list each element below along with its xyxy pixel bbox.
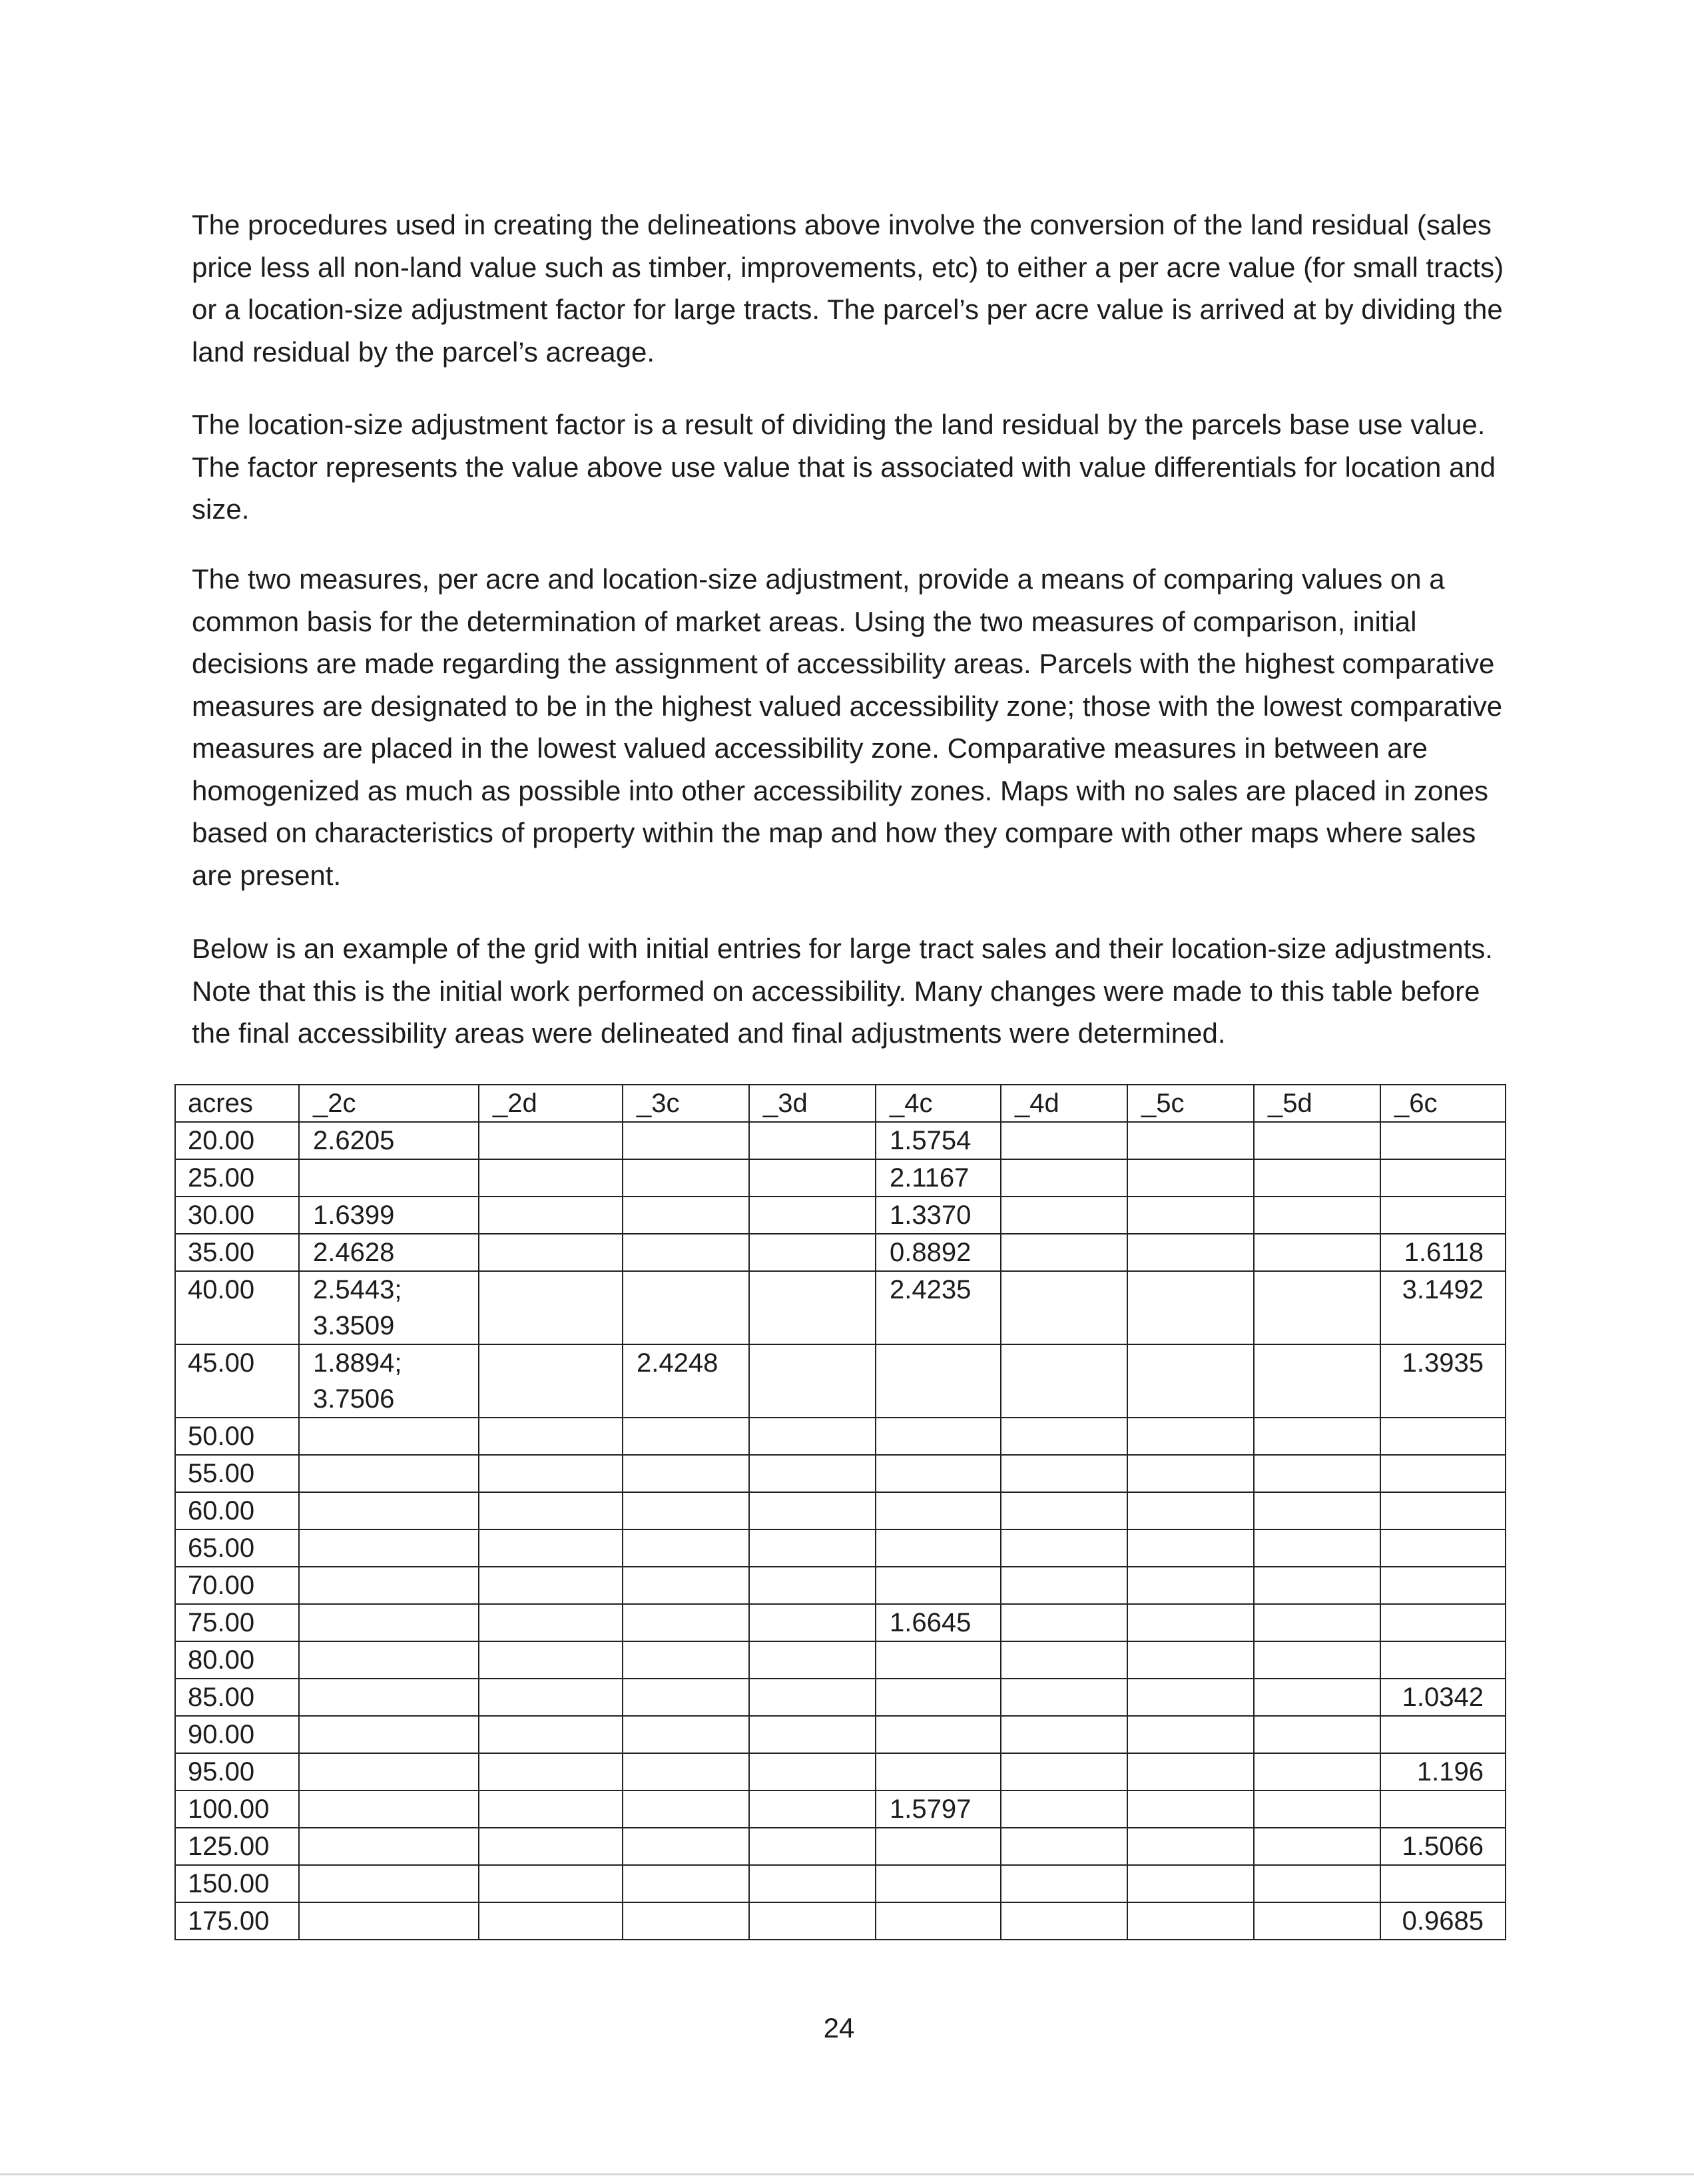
table-cell-acres: 125.00 bbox=[175, 1828, 299, 1865]
table-row bbox=[175, 1529, 1506, 1567]
table-cell-5c bbox=[1127, 1418, 1254, 1455]
table-cell-3c bbox=[623, 1641, 749, 1679]
table-cell-3c bbox=[623, 1679, 749, 1716]
cell-value: 1.5066 bbox=[1402, 1832, 1484, 1861]
table-header-row bbox=[175, 1085, 1506, 1122]
table-cell-2c bbox=[299, 1641, 479, 1679]
table-cell-3c bbox=[623, 1159, 749, 1197]
table-cell-4d bbox=[1001, 1753, 1127, 1790]
table-row bbox=[175, 1790, 1506, 1828]
table-cell-4d bbox=[1001, 1828, 1127, 1865]
column-header-6c: _6c bbox=[1380, 1085, 1506, 1122]
table-cell-2d bbox=[479, 1418, 623, 1455]
table-cell-acres: 175.00 bbox=[175, 1902, 299, 1940]
table-cell-acres: 60.00 bbox=[175, 1492, 299, 1529]
column-header-3c: _3c bbox=[623, 1085, 749, 1122]
table-cell-acres: 45.00 bbox=[175, 1344, 299, 1418]
table-cell-4c bbox=[876, 1234, 1001, 1271]
table-cell-3d bbox=[749, 1902, 876, 1940]
table-cell-acres: 55.00 bbox=[175, 1455, 299, 1492]
paragraph-location-size-factor: The location-size adjustment factor is a result of dividing the land residual by the parcels base use value. The factor represents the value above use value that is associated with value differentials for location and size. bbox=[192, 409, 1496, 525]
table-cell-3c bbox=[623, 1828, 749, 1865]
cell-value: 1.6399 bbox=[313, 1201, 395, 1230]
table-cell-2d bbox=[479, 1455, 623, 1492]
table-cell-2c bbox=[299, 1529, 479, 1567]
table-row bbox=[175, 1753, 1506, 1790]
table-cell-acres: 25.00 bbox=[175, 1159, 299, 1197]
table-cell-2c bbox=[299, 1197, 479, 1234]
table-cell-4d bbox=[1001, 1865, 1127, 1902]
table-cell-4c bbox=[876, 1679, 1001, 1716]
cell-value: 2.4628 bbox=[313, 1238, 395, 1267]
table-cell-3c bbox=[623, 1344, 749, 1418]
table-cell-4c bbox=[876, 1604, 1001, 1641]
table-cell-5c bbox=[1127, 1716, 1254, 1753]
table-cell-2c bbox=[299, 1455, 479, 1492]
table-cell-5d bbox=[1254, 1567, 1380, 1604]
table-cell-3d bbox=[749, 1828, 876, 1865]
cell-value: 2.4248 bbox=[637, 1348, 718, 1378]
table-cell-2c bbox=[299, 1790, 479, 1828]
table-cell-3c bbox=[623, 1122, 749, 1159]
table-cell-acres: 40.00 bbox=[175, 1271, 299, 1344]
table-cell-4d bbox=[1001, 1679, 1127, 1716]
table-cell-4c bbox=[876, 1344, 1001, 1418]
table-cell-6c bbox=[1380, 1865, 1506, 1902]
table-cell-4c bbox=[876, 1865, 1001, 1902]
table-cell-2d bbox=[479, 1865, 623, 1902]
table-cell-5d bbox=[1254, 1716, 1380, 1753]
table-cell-5d bbox=[1254, 1828, 1380, 1865]
table-cell-3d bbox=[749, 1418, 876, 1455]
cell-value: 1.3370 bbox=[890, 1201, 972, 1230]
table-row bbox=[175, 1344, 1506, 1418]
table-cell-4d bbox=[1001, 1418, 1127, 1455]
table-cell-4c bbox=[876, 1197, 1001, 1234]
table-cell-2d bbox=[479, 1159, 623, 1197]
table-cell-3d bbox=[749, 1567, 876, 1604]
table-cell-acres: 95.00 bbox=[175, 1753, 299, 1790]
cell-value: 1.3935 bbox=[1402, 1348, 1484, 1378]
column-header-5d: _5d bbox=[1254, 1085, 1380, 1122]
table-cell-3d bbox=[749, 1271, 876, 1344]
table-cell-2d bbox=[479, 1271, 623, 1344]
table-cell-5c bbox=[1127, 1828, 1254, 1865]
table-cell-3c bbox=[623, 1455, 749, 1492]
table-cell-5c bbox=[1127, 1604, 1254, 1641]
table-cell-2d bbox=[479, 1344, 623, 1418]
table-cell-4c bbox=[876, 1455, 1001, 1492]
table-cell-5c bbox=[1127, 1271, 1254, 1344]
table-cell-3d bbox=[749, 1641, 876, 1679]
table-cell-2d bbox=[479, 1197, 623, 1234]
table-cell-4d bbox=[1001, 1567, 1127, 1604]
table-cell-5d bbox=[1254, 1455, 1380, 1492]
table-cell-acres: 30.00 bbox=[175, 1197, 299, 1234]
table-cell-4c bbox=[876, 1271, 1001, 1344]
table-row bbox=[175, 1122, 1506, 1159]
cell-value: 0.9685 bbox=[1402, 1906, 1484, 1936]
table-cell-6c bbox=[1380, 1828, 1506, 1865]
column-header-3d: _3d bbox=[749, 1085, 876, 1122]
table-cell-6c bbox=[1380, 1159, 1506, 1197]
table-cell-5c bbox=[1127, 1790, 1254, 1828]
table-cell-2c bbox=[299, 1271, 479, 1344]
table-cell-acres: 90.00 bbox=[175, 1716, 299, 1753]
paragraph-procedures: The procedures used in creating the delineations above involve the conversion of the land residual (sales price less all non-land value such as timber, improvements, etc) to either a per acre value (for small tracts) or a location-size adjustment factor for large tracts. The parcel’s per acre value is arrived at by dividing the land residual by the parcel’s acreage. bbox=[192, 209, 1504, 368]
cell-value: 2.6205 bbox=[313, 1126, 395, 1155]
table-row bbox=[175, 1159, 1506, 1197]
table-row bbox=[175, 1567, 1506, 1604]
table-cell-5d bbox=[1254, 1641, 1380, 1679]
cell-value: 1.5754 bbox=[890, 1126, 972, 1155]
table-cell-5d bbox=[1254, 1753, 1380, 1790]
table-cell-4d bbox=[1001, 1604, 1127, 1641]
table-cell-3c bbox=[623, 1567, 749, 1604]
table-cell-5d bbox=[1254, 1604, 1380, 1641]
table-cell-2d bbox=[479, 1679, 623, 1716]
table-cell-2d bbox=[479, 1716, 623, 1753]
table-cell-4d bbox=[1001, 1455, 1127, 1492]
cell-value: 1.6118 bbox=[1404, 1238, 1484, 1267]
table-cell-2c bbox=[299, 1716, 479, 1753]
table-cell-2c bbox=[299, 1753, 479, 1790]
table-cell-2d bbox=[479, 1122, 623, 1159]
table-cell-5c bbox=[1127, 1492, 1254, 1529]
cell-value: 0.8892 bbox=[890, 1238, 972, 1267]
table-cell-2d bbox=[479, 1828, 623, 1865]
table-cell-4c bbox=[876, 1492, 1001, 1529]
table-cell-3d bbox=[749, 1492, 876, 1529]
column-header-5c: _5c bbox=[1127, 1085, 1254, 1122]
table-cell-3d bbox=[749, 1753, 876, 1790]
table-row bbox=[175, 1679, 1506, 1716]
table-cell-5d bbox=[1254, 1122, 1380, 1159]
table-cell-4d bbox=[1001, 1234, 1127, 1271]
table-cell-2d bbox=[479, 1641, 623, 1679]
table-row bbox=[175, 1197, 1506, 1234]
table-cell-4d bbox=[1001, 1122, 1127, 1159]
table-cell-5c bbox=[1127, 1529, 1254, 1567]
column-header-2d: _2d bbox=[479, 1085, 623, 1122]
table-cell-2c bbox=[299, 1567, 479, 1604]
table-cell-6c bbox=[1380, 1641, 1506, 1679]
table-cell-acres: 65.00 bbox=[175, 1529, 299, 1567]
table-cell-4c bbox=[876, 1641, 1001, 1679]
table-cell-4d bbox=[1001, 1641, 1127, 1679]
table-cell-acres: 35.00 bbox=[175, 1234, 299, 1271]
table-cell-5c bbox=[1127, 1753, 1254, 1790]
table-row bbox=[175, 1902, 1506, 1940]
table-cell-3c bbox=[623, 1271, 749, 1344]
table-cell-5d bbox=[1254, 1679, 1380, 1716]
table-cell-4c bbox=[876, 1418, 1001, 1455]
table-cell-6c bbox=[1380, 1790, 1506, 1828]
column-header-2c: _2c bbox=[299, 1085, 479, 1122]
table-cell-6c bbox=[1380, 1567, 1506, 1604]
table-cell-5c bbox=[1127, 1159, 1254, 1197]
table-cell-2c bbox=[299, 1492, 479, 1529]
table-cell-2c bbox=[299, 1344, 479, 1418]
table-row bbox=[175, 1604, 1506, 1641]
table-cell-6c bbox=[1380, 1271, 1506, 1344]
table-cell-3c bbox=[623, 1902, 749, 1940]
table-cell-5d bbox=[1254, 1271, 1380, 1344]
cell-value: 1.6645 bbox=[890, 1608, 972, 1637]
table-cell-3d bbox=[749, 1455, 876, 1492]
table-cell-4c bbox=[876, 1753, 1001, 1790]
cell-value: 1.0342 bbox=[1402, 1683, 1484, 1712]
table-row bbox=[175, 1641, 1506, 1679]
table-cell-2c bbox=[299, 1234, 479, 1271]
table-cell-3c bbox=[623, 1492, 749, 1529]
cell-value: 3.7506 bbox=[313, 1384, 395, 1414]
table-cell-5c bbox=[1127, 1197, 1254, 1234]
table-cell-acres: 75.00 bbox=[175, 1604, 299, 1641]
table-cell-2c bbox=[299, 1604, 479, 1641]
table-cell-4d bbox=[1001, 1902, 1127, 1940]
cell-value: 1.8894; bbox=[313, 1348, 402, 1378]
page-number: 24 bbox=[823, 2012, 855, 2044]
table-cell-5c bbox=[1127, 1455, 1254, 1492]
table-cell-3d bbox=[749, 1529, 876, 1567]
table-cell-5d bbox=[1254, 1790, 1380, 1828]
table-cell-3c bbox=[623, 1790, 749, 1828]
cell-value: 2.4235 bbox=[890, 1275, 972, 1304]
table-cell-2d bbox=[479, 1902, 623, 1940]
table-cell-2c bbox=[299, 1828, 479, 1865]
table-cell-6c bbox=[1380, 1529, 1506, 1567]
table-cell-acres: 20.00 bbox=[175, 1122, 299, 1159]
table-cell-3c bbox=[623, 1865, 749, 1902]
cell-value: 3.1492 bbox=[1402, 1275, 1484, 1304]
table-cell-4d bbox=[1001, 1159, 1127, 1197]
table-cell-2c bbox=[299, 1418, 479, 1455]
table-cell-3c bbox=[623, 1234, 749, 1271]
table-cell-2d bbox=[479, 1753, 623, 1790]
cell-value: 3.3509 bbox=[313, 1311, 395, 1340]
table-cell-5c bbox=[1127, 1344, 1254, 1418]
table-cell-3d bbox=[749, 1790, 876, 1828]
paragraph-grid-example: Below is an example of the grid with initial entries for large tract sales and their location-size adjustments. Note that this is the initial work performed on accessibility. Many changes were made to this table before the final accessibility areas were delineated and final adjustments were determined. bbox=[192, 933, 1493, 1049]
table-row bbox=[175, 1271, 1506, 1344]
table-cell-3c bbox=[623, 1197, 749, 1234]
table-cell-3c bbox=[623, 1418, 749, 1455]
table-cell-3d bbox=[749, 1234, 876, 1271]
table-cell-3d bbox=[749, 1344, 876, 1418]
table-cell-6c bbox=[1380, 1122, 1506, 1159]
column-header-acres: acres bbox=[175, 1085, 299, 1122]
table-row bbox=[175, 1716, 1506, 1753]
table-cell-acres: 50.00 bbox=[175, 1418, 299, 1455]
table-cell-4c bbox=[876, 1529, 1001, 1567]
table-cell-3d bbox=[749, 1679, 876, 1716]
table-cell-3d bbox=[749, 1159, 876, 1197]
table-row bbox=[175, 1828, 1506, 1865]
cell-value: 2.1167 bbox=[890, 1163, 970, 1193]
table-cell-3c bbox=[623, 1529, 749, 1567]
table-cell-5d bbox=[1254, 1418, 1380, 1455]
table-cell-5d bbox=[1254, 1234, 1380, 1271]
table-cell-acres: 70.00 bbox=[175, 1567, 299, 1604]
column-header-4c: _4c bbox=[876, 1085, 1001, 1122]
table-cell-acres: 100.00 bbox=[175, 1790, 299, 1828]
table-cell-acres: 85.00 bbox=[175, 1679, 299, 1716]
table-cell-2d bbox=[479, 1492, 623, 1529]
table-cell-3d bbox=[749, 1604, 876, 1641]
table-cell-4c bbox=[876, 1567, 1001, 1604]
table-cell-3c bbox=[623, 1716, 749, 1753]
scan-edge-divider bbox=[0, 2173, 1694, 2175]
table-cell-3d bbox=[749, 1197, 876, 1234]
table-cell-6c bbox=[1380, 1344, 1506, 1418]
table-cell-3c bbox=[623, 1753, 749, 1790]
table-cell-5c bbox=[1127, 1679, 1254, 1716]
table-cell-5c bbox=[1127, 1902, 1254, 1940]
table-cell-6c bbox=[1380, 1492, 1506, 1529]
cell-value: 1.196 bbox=[1416, 1757, 1484, 1786]
table-cell-5d bbox=[1254, 1197, 1380, 1234]
table-cell-4d bbox=[1001, 1197, 1127, 1234]
table-cell-6c bbox=[1380, 1716, 1506, 1753]
table-cell-2d bbox=[479, 1790, 623, 1828]
table-cell-5c bbox=[1127, 1122, 1254, 1159]
table-cell-3d bbox=[749, 1865, 876, 1902]
table-cell-5c bbox=[1127, 1641, 1254, 1679]
table-cell-6c bbox=[1380, 1197, 1506, 1234]
table-cell-6c bbox=[1380, 1753, 1506, 1790]
table-cell-2c bbox=[299, 1159, 479, 1197]
table-cell-4c bbox=[876, 1828, 1001, 1865]
table-body bbox=[175, 1122, 1506, 1940]
table-row bbox=[175, 1418, 1506, 1455]
table-cell-4c bbox=[876, 1159, 1001, 1197]
table-cell-4d bbox=[1001, 1271, 1127, 1344]
cell-value: 2.5443; bbox=[313, 1275, 402, 1304]
table-cell-5c bbox=[1127, 1234, 1254, 1271]
table-cell-4d bbox=[1001, 1344, 1127, 1418]
table-cell-5d bbox=[1254, 1159, 1380, 1197]
table-cell-4d bbox=[1001, 1790, 1127, 1828]
table-row bbox=[175, 1234, 1506, 1271]
table-cell-2d bbox=[479, 1529, 623, 1567]
table-cell-5c bbox=[1127, 1567, 1254, 1604]
table-cell-5d bbox=[1254, 1865, 1380, 1902]
table-cell-4d bbox=[1001, 1716, 1127, 1753]
table-cell-6c bbox=[1380, 1234, 1506, 1271]
table-cell-5c bbox=[1127, 1865, 1254, 1902]
table-cell-4c bbox=[876, 1790, 1001, 1828]
accessibility-grid-table bbox=[174, 1084, 1506, 1940]
table-cell-2d bbox=[479, 1234, 623, 1271]
table-cell-2d bbox=[479, 1567, 623, 1604]
table-cell-5d bbox=[1254, 1902, 1380, 1940]
column-header-4d: _4d bbox=[1001, 1085, 1127, 1122]
table-cell-2c bbox=[299, 1679, 479, 1716]
table-cell-2c bbox=[299, 1865, 479, 1902]
table-cell-5d bbox=[1254, 1492, 1380, 1529]
table-cell-4d bbox=[1001, 1492, 1127, 1529]
table-cell-6c bbox=[1380, 1418, 1506, 1455]
table-cell-2c bbox=[299, 1122, 479, 1159]
table-cell-3d bbox=[749, 1122, 876, 1159]
table-cell-4c bbox=[876, 1716, 1001, 1753]
table-cell-2c bbox=[299, 1902, 479, 1940]
cell-value: 1.5797 bbox=[890, 1794, 972, 1824]
table-cell-4d bbox=[1001, 1529, 1127, 1567]
table-cell-6c bbox=[1380, 1455, 1506, 1492]
table-cell-2d bbox=[479, 1604, 623, 1641]
table-cell-4c bbox=[876, 1902, 1001, 1940]
table-cell-5d bbox=[1254, 1344, 1380, 1418]
table-cell-acres: 80.00 bbox=[175, 1641, 299, 1679]
table-cell-5d bbox=[1254, 1529, 1380, 1567]
table-row bbox=[175, 1865, 1506, 1902]
table-cell-6c bbox=[1380, 1902, 1506, 1940]
table-cell-3d bbox=[749, 1716, 876, 1753]
table-cell-3c bbox=[623, 1604, 749, 1641]
paragraph-two-measures: The two measures, per acre and location-size adjustment, provide a means of comparing values on a common basis for the determination of market areas. Using the two measures of comparison, initial decisions are made regarding the assignment of accessibility areas. Parcels with the highest comparative measures are designated to be in the highest valued accessibility zone; those with the lowest comparative measures are placed in the lowest valued accessibility zone. Comparative measures in between are homogenized as much as possible into other accessibility zones. Maps with no sales are placed in zones based on characteristics of property within the map and how they compare with other maps where sales are present. bbox=[192, 563, 1503, 891]
table-cell-6c bbox=[1380, 1604, 1506, 1641]
table-row bbox=[175, 1455, 1506, 1492]
table-row bbox=[175, 1492, 1506, 1529]
table-cell-4c bbox=[876, 1122, 1001, 1159]
table-cell-acres: 150.00 bbox=[175, 1865, 299, 1902]
table-cell-6c bbox=[1380, 1679, 1506, 1716]
